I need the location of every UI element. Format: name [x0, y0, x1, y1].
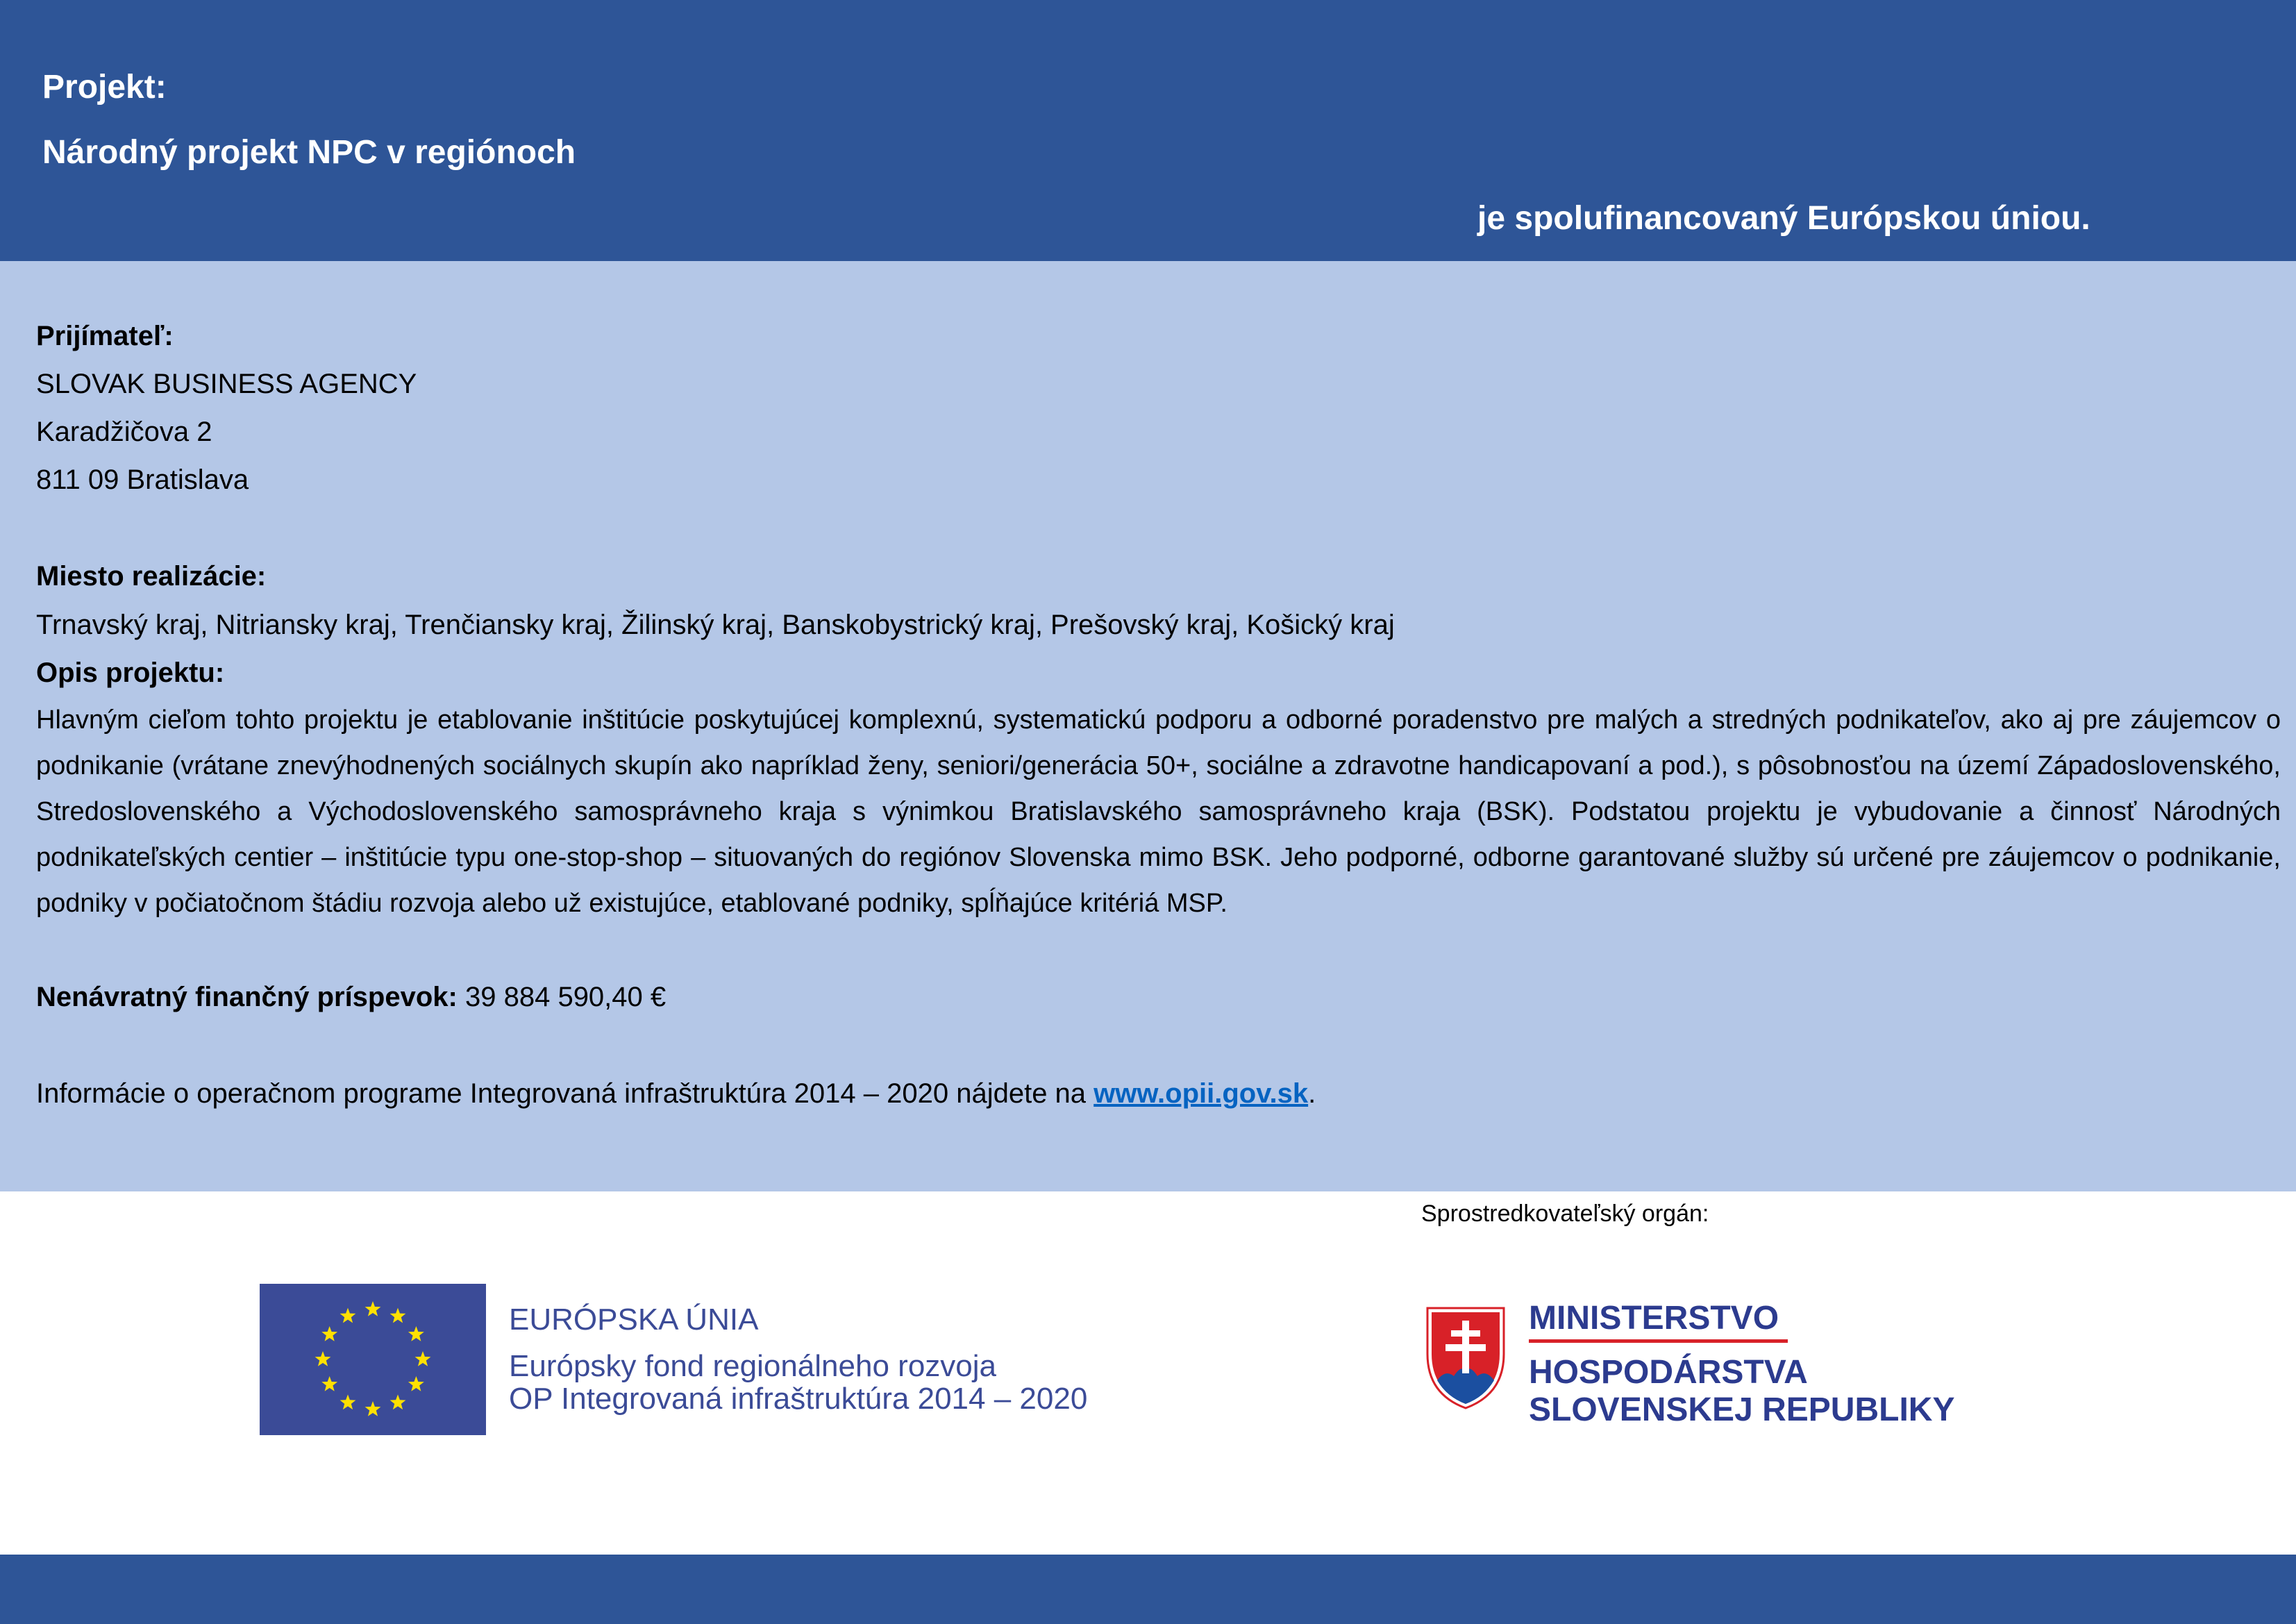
ministry-red-rule	[1529, 1339, 1788, 1343]
eu-star-icon	[340, 1308, 356, 1323]
eu-star-icon	[340, 1394, 356, 1409]
grant-value: 39 884 590,40 €	[464, 982, 667, 1012]
cofinancing-statement: je spolufinancovaný Európskou úniou.	[1477, 200, 2090, 237]
grant-line	[36, 973, 666, 1021]
eu-logo-programme: OP Integrovaná infraštruktúra 2014 – 2020	[509, 1382, 1088, 1416]
recipient-street: Karadžičova 2	[36, 417, 212, 447]
eu-star-icon	[321, 1326, 337, 1341]
footer-bar	[0, 1555, 2296, 1624]
recipient-city: 811 09 Bratislava	[36, 464, 249, 495]
eu-flag-icon	[260, 1284, 486, 1435]
recipient-label: Prijímateľ:	[36, 321, 174, 351]
header-banner	[0, 0, 2296, 261]
eu-star-icon	[390, 1394, 406, 1409]
eu-star-icon	[365, 1401, 381, 1416]
eu-stars-icon	[260, 1284, 486, 1435]
recipient-name: SLOVAK BUSINESS AGENCY	[36, 369, 417, 399]
eu-logo-fund: Európsky fond regionálneho rozvoja	[509, 1349, 997, 1383]
eu-star-icon	[365, 1301, 381, 1316]
eu-star-icon	[321, 1376, 337, 1391]
description-label: Opis projektu:	[36, 658, 225, 688]
eu-star-icon	[415, 1351, 431, 1366]
eu-star-icon	[315, 1351, 331, 1366]
ministry-line-3: SLOVENSKEJ REPUBLIKY	[1529, 1391, 1955, 1428]
project-label: Projekt:	[42, 69, 167, 106]
eu-star-icon	[408, 1326, 424, 1341]
eu-star-icon	[390, 1308, 406, 1323]
project-title: Národný projekt NPC v regiónoch	[42, 134, 576, 171]
grant-label: Nenávratný finančný príspevok:	[36, 982, 458, 1012]
ministry-line-2: HOSPODÁRSTVA	[1529, 1354, 1808, 1391]
info-line	[36, 1070, 1316, 1118]
info-end: .	[1308, 1078, 1316, 1109]
slovak-coat-of-arms-icon	[1425, 1305, 1507, 1409]
eu-logo-title: EURÓPSKA ÚNIA	[509, 1303, 759, 1337]
location-label: Miesto realizácie:	[36, 561, 267, 592]
ministry-line-1: MINISTERSTVO	[1529, 1300, 1779, 1337]
intermediate-body-label: Sprostredkovateľský orgán:	[1421, 1200, 1709, 1227]
location-value: Trnavský kraj, Nitriansky kraj, Trenčiansky kraj, Žilinský kraj, Banskobystrický kraj, Prešovský kraj, Košický kraj	[36, 610, 1395, 640]
info-text: Informácie o operačnom programe Integrovaná infraštruktúra 2014 – 2020 nájdete na	[36, 1078, 1094, 1109]
description-text: Hlavným cieľom tohto projektu je etablovanie inštitúcie poskytujúcej komplexnú, systematickú podporu a odborné poradenstvo pre malých a stredných podnikateľov, ako aj pre záujemcov o podnikanie (vrátane znevýhodnených sociálnych skupín ako napríklad ženy, seniori/generácia 50+, sociálne a zdravotne handicapovaní a pod.), s pôsobnosťou na území Západoslovenského, Stredoslovenského a Východoslovenského samosprávneho kraja s výnimkou Bratislavského samosprávneho kraja (BSK). Podstatou projektu je vybudovanie a činnosť Národných podnikateľských centier – inštitúcie typu one-stop-shop – situovaných do regiónov Slovenska mimo BSK. Jeho podporné, odborne garantované služby sú určené pre záujemcov o podnikanie, podniky v počiatočnom štádiu rozvoja alebo už existujúce, etablované podniky, spĺňajúce kritériá MSP.	[36, 705, 2281, 918]
eu-star-icon	[408, 1376, 424, 1391]
opii-link[interactable]: www.opii.gov.sk	[1093, 1078, 1309, 1109]
